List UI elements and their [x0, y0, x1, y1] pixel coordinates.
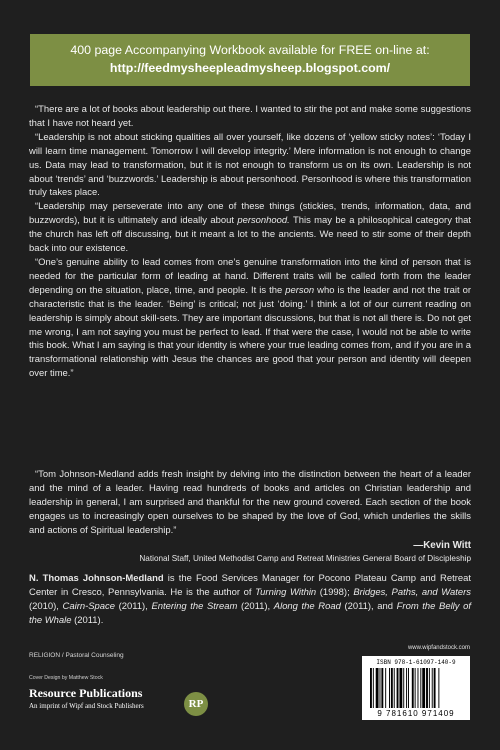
- barcode: [362, 656, 470, 720]
- bio-t3: (2010),: [29, 600, 63, 612]
- bio-t2: (1998);: [316, 586, 354, 598]
- book-title-1: Turning Within: [255, 586, 317, 598]
- cover-credit: Cover Design by Matthew Stock: [29, 675, 103, 681]
- quote-paragraph-4: [29, 256, 471, 381]
- quote-p3-a: “Leadership may perseverate into any one of these things (stickies, trends, information, data, and buzzwords), but it is ultimately and ideally about: [29, 201, 471, 227]
- publisher-block: [29, 686, 209, 710]
- banner-text: 400 page Accompanying Workbook available for FREE on-line at:: [70, 43, 430, 57]
- bio-t5: (2011),: [237, 600, 274, 612]
- publisher-website[interactable]: www.wipfandstock.com: [407, 645, 470, 651]
- bio-t6: (2011), and: [340, 600, 397, 612]
- quote-p4-a: “One’s genuine ability to lead comes from one’s genuine transformation into the kind of person that is needed for the particular form of leading at hand. Different traits will be called forth from the leader depending on the situation, place, time, and people. It is the: [29, 256, 471, 296]
- publisher-logo-icon: RP: [184, 692, 208, 716]
- author-bio: [29, 572, 471, 628]
- book-title-4: Entering the Stream: [151, 600, 238, 612]
- banner-url[interactable]: http://feedmysheepleadmysheep.blogspot.com/: [109, 61, 391, 75]
- quote-paragraph-1: “There are a lot of books about leadership out there. I wanted to stir the pot and make some suggestions that I have not heard yet.: [29, 104, 471, 129]
- book-title-5: Along the Road: [273, 600, 341, 612]
- bio-t1: is the Food Services Manager for Pocono Plateau Camp and Retreat Center in Cresco, Pennsylvania. He is the author of: [29, 573, 472, 598]
- author-bio-text: [29, 572, 471, 628]
- endorser-role: National Staff, United Methodist Camp and Retreat Ministries General Board of Discipleship: [139, 554, 471, 564]
- barcode-digits: 9 781610 971409: [377, 709, 455, 718]
- bio-t4: (2011),: [115, 600, 152, 612]
- quote-p4-b: who is the leader and not the trait or characteristic that is the leader. ‘Being’ is critical; not just ‘doing.’ I think a lot of our current reading on leadership is simply about skill-sets. They are important discussions, but that is not all there is. Do not get me wrong, I am not saying you must be perfect to lead. If that were the case, I would not be able to write this book. What I am saying is that your identity is where your true leading comes from, and if you are in a transformational relationship with Jesus the chances are good that your person and identity will deepen over time.”: [29, 284, 471, 380]
- bio-t7: (2011).: [71, 614, 104, 626]
- publisher-name: Resource Publications: [29, 686, 143, 700]
- quote-p3-emphasis: personhood.: [237, 215, 290, 227]
- category-label: RELIGION / Pastoral Counseling: [29, 652, 124, 659]
- quote-paragraph-3: [29, 200, 471, 256]
- endorser-name: —Kevin Witt: [413, 539, 471, 551]
- isbn-number: ISBN 978-1-61097-140-9: [376, 659, 456, 666]
- book-title-2: Bridges, Paths, and Waters: [353, 586, 471, 598]
- publisher-imprint: An imprint of Wipf and Stock Publishers: [29, 702, 144, 710]
- endorsement-text: “Tom Johnson-Medland adds fresh insight by delving into the distinction between the heart of a leader and the mind of a leader. Having read hundreds of books and articles on Christian leadership and leadership in general, I am surprised and thankful for the new ground covered. Each section of the book engages us to increasingly open ourselves to be shaped by the love of God, which underlies the skills and actions of Spiritual leadership.”: [29, 469, 471, 536]
- author-name: N. Thomas Johnson-Medland: [29, 573, 164, 584]
- book-title-6: From the Belly of the Whale: [29, 600, 471, 626]
- quote-p4-emphasis: person: [285, 284, 315, 296]
- endorsement: [29, 468, 471, 566]
- quote-p3-b: This may be a philosophical category that the church has left off discussing, but it meant a lot to the ancients. We need to stir some of their depth back into our existence.: [29, 215, 472, 255]
- barcode-bars-icon: [370, 668, 462, 708]
- workbook-banner: [30, 34, 470, 86]
- author-quote: [29, 103, 471, 381]
- quote-paragraph-2: “Leadership is not about sticking qualities all over yourself, like dozens of ‘yellow sticky notes’: ‘Today I will learn time management. Tomorrow I will develop integrity.’ Mere information is not enough to change us. Data may lead to transformation, but it is not enough to transform us on its own. Leadership is not about ‘trends’ and ‘buzzwords.’ Leadership is about personhood. Personhood is where this transformation truly takes place.: [29, 131, 471, 199]
- book-title-3: Cairn-Space: [62, 600, 115, 612]
